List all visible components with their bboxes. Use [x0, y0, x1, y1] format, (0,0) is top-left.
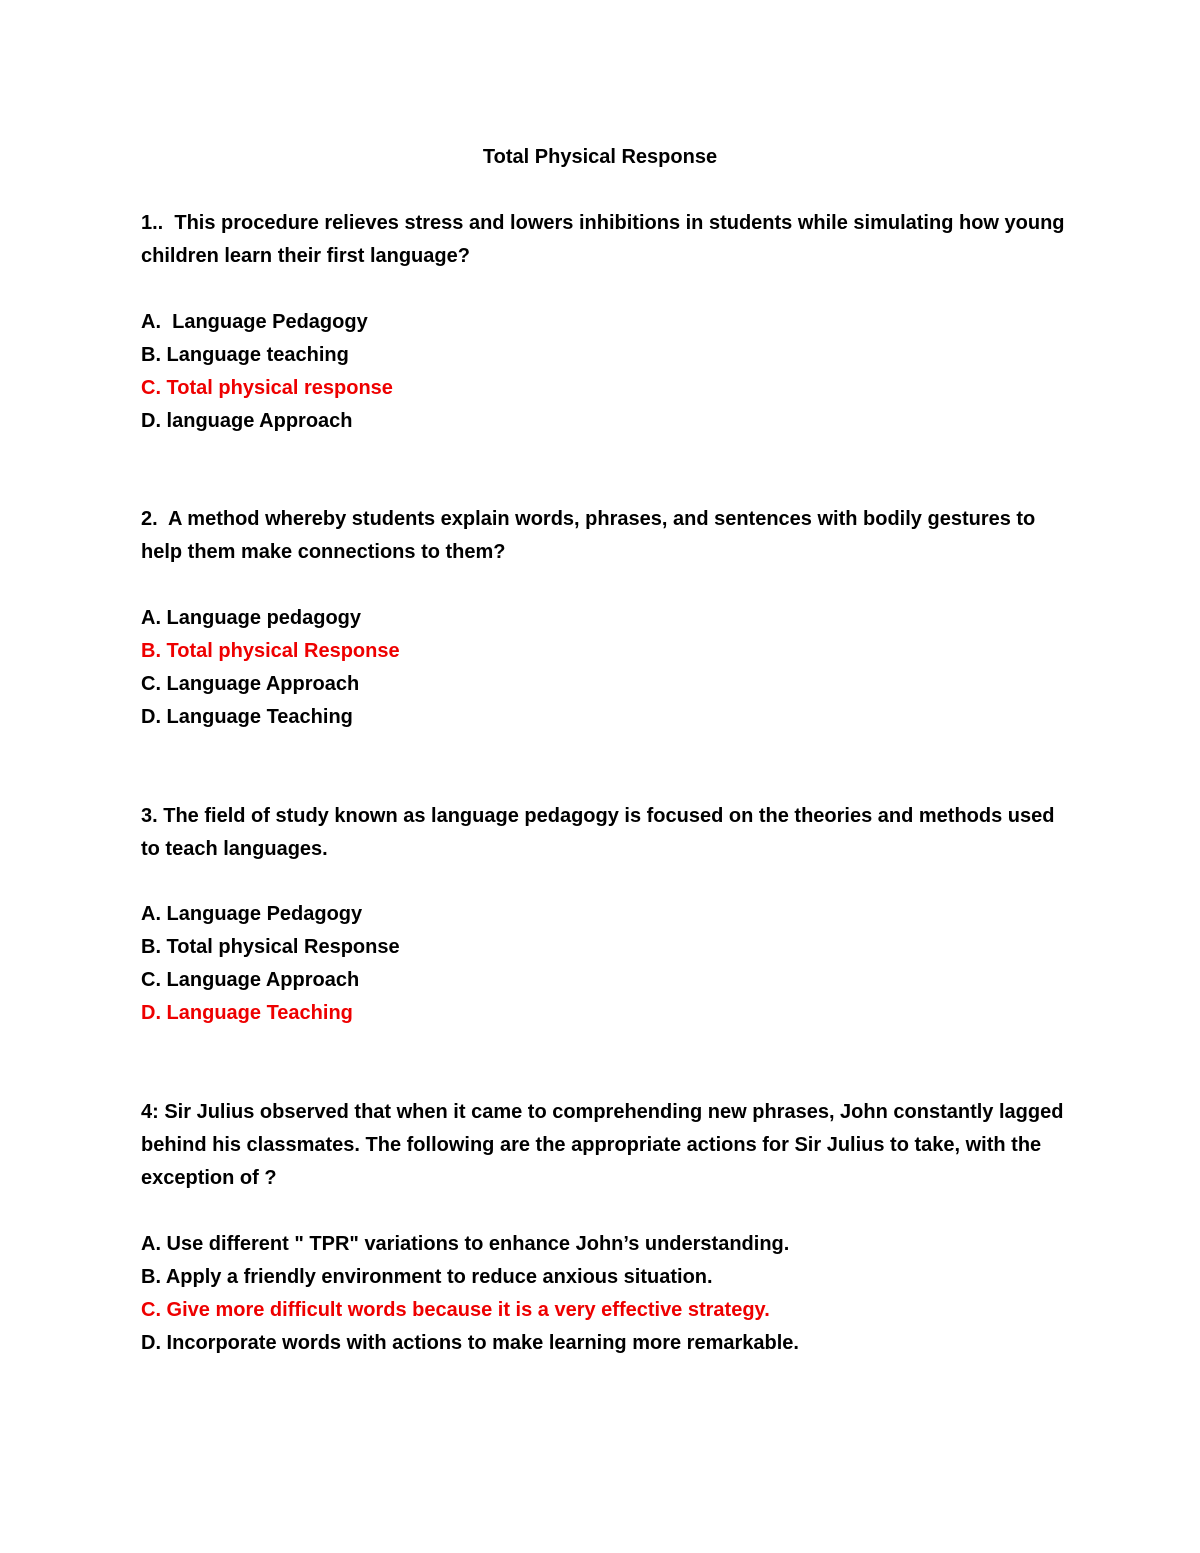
question-4-text-line-1: 4: Sir Julius observed that when it came to comprehending new phrases, John constantly lagged	[141, 1101, 1064, 1123]
question-4	[141, 1096, 1066, 1195]
question-4-option-d: D. Incorporate words with actions to make learning more remarkable.	[141, 1332, 799, 1354]
question-4-option-c-correct: C. Give more difficult words because it is a very effective strategy.	[141, 1299, 770, 1321]
question-3-option-b: B. Total physical Response	[141, 936, 400, 958]
question-2-options	[141, 602, 1066, 734]
question-2-option-c: C. Language Approach	[141, 673, 360, 695]
question-3-text-line-2: to teach languages.	[141, 838, 328, 860]
question-3-option-d-correct: D. Language Teaching	[141, 1002, 353, 1024]
question-3	[141, 800, 1066, 866]
question-2-option-a: A. Language pedagogy	[141, 607, 362, 629]
question-1-option-b: B. Language teaching	[141, 344, 349, 366]
question-1-options	[141, 306, 1066, 438]
question-3-text-line-1: 3. The field of study known as language pedagogy is focused on the theories and methods used	[141, 805, 1055, 827]
question-3-options	[141, 898, 1066, 1030]
question-1-text-line-1: 1.. This procedure relieves stress and lowers inhibitions in students while simulating how young	[141, 212, 1065, 234]
question-1-option-d: D. language Approach	[141, 410, 353, 432]
question-3-option-a: A. Language Pedagogy	[141, 903, 363, 925]
question-1-option-c-correct: C. Total physical response	[141, 377, 393, 399]
question-1	[141, 207, 1066, 273]
question-4-text-line-2: behind his classmates. The following are the appropriate actions for Sir Julius to take, with the	[141, 1134, 1042, 1156]
question-4-option-a: A. Use different " TPR" variations to enhance John’s understanding.	[141, 1233, 790, 1255]
question-1-option-a: A. Language Pedagogy	[141, 311, 368, 333]
question-3-option-c: C. Language Approach	[141, 969, 360, 991]
question-4-option-b: B. Apply a friendly environment to reduce anxious situation.	[141, 1266, 713, 1288]
document-title: Total Physical Response	[482, 146, 718, 168]
question-2-option-d: D. Language Teaching	[141, 706, 353, 728]
question-2-text-line-2: help them make connections to them?	[141, 541, 506, 563]
question-2-option-b-correct: B. Total physical Response	[141, 640, 400, 662]
question-2-text-line-1: 2. A method whereby students explain words, phrases, and sentences with bodily gestures to	[141, 508, 1036, 530]
question-1-text-line-2: children learn their first language?	[141, 245, 470, 267]
question-4-options	[141, 1228, 1066, 1360]
question-4-text-line-3: exception of ?	[141, 1167, 277, 1189]
question-2	[141, 503, 1066, 569]
